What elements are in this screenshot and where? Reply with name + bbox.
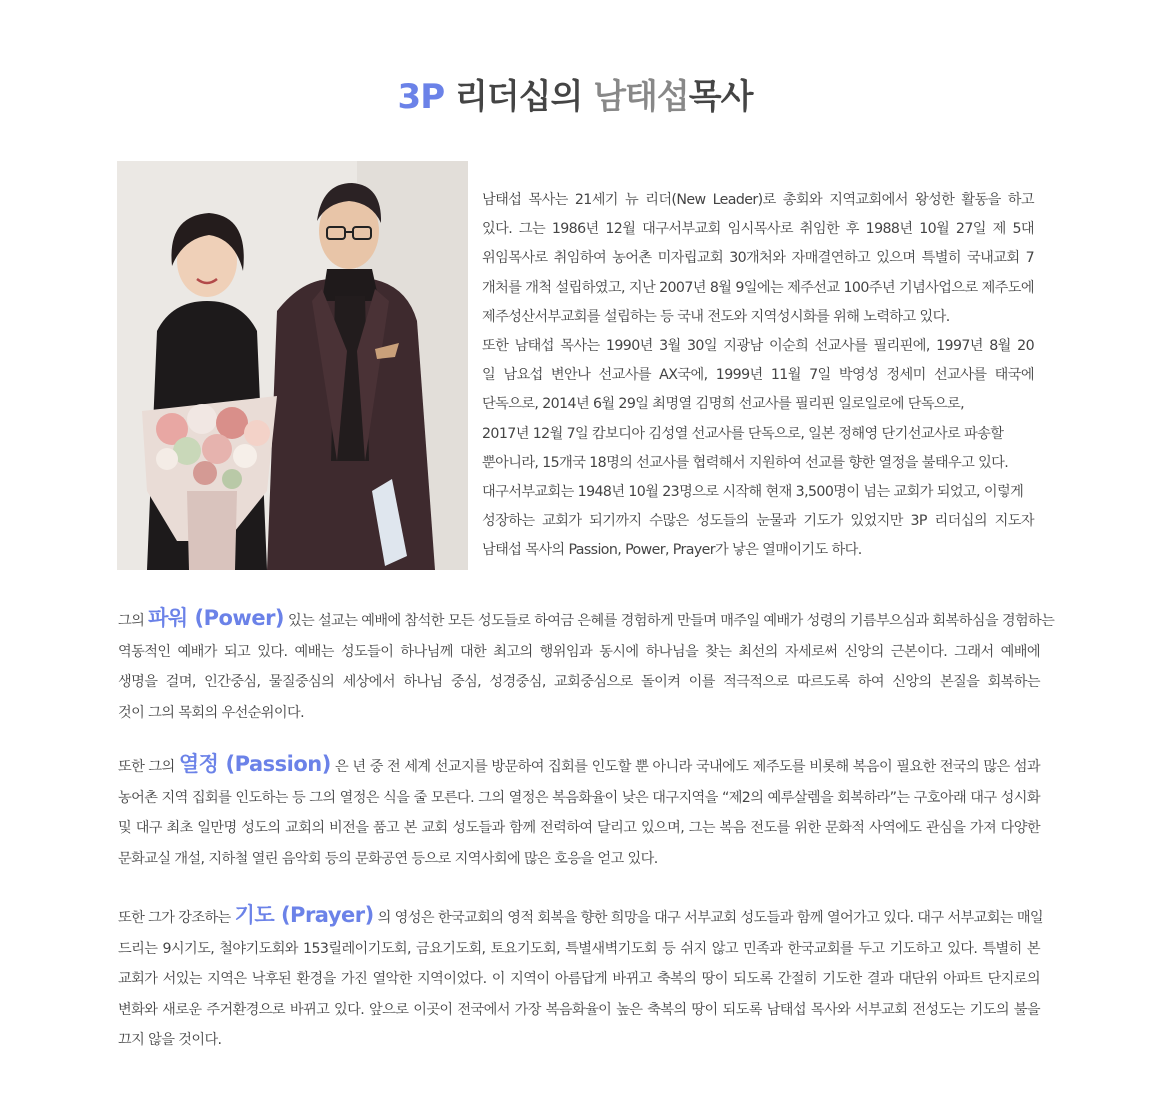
intro-line: 성장하는 교회가 되기까지 수많은 성도들의 눈물과 기도가 있었지만 3P 리더십의 지도자 — [482, 513, 1034, 530]
intro-line: 2017년 12월 7일 캄보디아 김성열 선교사를 단독으로, 일본 정해영 단기선교사로 파송할 — [482, 425, 1004, 442]
title-name: 남태섭 — [593, 77, 689, 117]
prayer-first-line — [118, 900, 1044, 934]
intro-line: 남태섭 목사는 21세기 뉴 리더(New Leader)로 총회와 지역교회에서 왕성한 활동을 하고 — [482, 192, 1034, 208]
power-line: 것이 그의 목회의 우선순위이다. — [118, 704, 305, 721]
prayer-first-rest: 의 영성은 한국교회의 영적 회복을 향한 희망을 대구 서부교회 성도들과 함께 열어가고 있다. 대구 서부교회는 매일 — [373, 910, 1044, 926]
prayer-line: 드리는 9시기도, 철야기도회와 153릴레이기도회, 금요기도회, 토요기도회, 특별새벽기도회 등 쉬지 않고 민족과 한국교회를 두고 기도하고 있다. 특별히 본 — [118, 940, 1040, 957]
power-line: 생명을 걸며, 인간중심, 물질중심의 세상에서 하나님 중심, 성경중심, 교회중심으로 돌이켜 이를 적극적으로 따르도록 하여 신앙의 본질을 회복하는 — [118, 674, 1040, 690]
power-first-line — [118, 603, 1055, 637]
passion-first-rest: 은 년 중 전 세계 선교지를 방문하여 집회를 인도할 뿐 아니라 국내에도 제주도를 비롯해 복음이 필요한 전국의 많은 섬과 — [330, 759, 1040, 775]
intro-line: 또한 남태섭 목사는 1990년 3월 30일 지광남 이순희 선교사를 필리핀에, 1997년 8월 20 — [482, 338, 1034, 355]
intro-line: 위임목사로 취임하여 농어촌 미자립교회 30개처와 자매결연하고 있으며 특별히 국내교회 7 — [482, 250, 1034, 267]
prayer-line: 변화와 새로운 주거환경으로 바뀌고 있다. 앞으로 이곳이 전국에서 가장 복음화율이 높은 축복의 땅이 되도록 남태섭 목사와 서부교회 전성도는 기도의 불을 — [118, 1001, 1040, 1018]
title-end: 목사 — [688, 77, 753, 117]
intro-line: 있다. 그는 1986년 12월 대구서부교회 임시목사로 취임한 후 1988년 10월 27일 제 5대 — [482, 221, 1034, 238]
passion-first-line — [118, 749, 1040, 783]
power-keyword: 파워 (Power) — [148, 606, 285, 630]
passion-line: 문화교실 개설, 지하철 열린 음악회 등의 문화공연 등으로 지역사회에 많은 호응을 얻고 있다. — [118, 850, 658, 867]
passion-paragraph — [118, 749, 1040, 874]
title-mid: 리더십의 — [444, 77, 594, 117]
passion-line: 및 대구 최초 일만명 성도의 교회의 비전을 품고 본 교회 성도들과 함께 전력하여 달리고 있으며, 그는 복음 전도를 위한 문화적 사역에도 관심을 가져 다양한 — [118, 820, 1040, 836]
power-first-rest: 있는 설교는 예배에 참석한 모든 성도들로 하여금 은혜를 경험하게 만들며 매주일 예배가 성령의 기름부으심과 회복하심을 경험하는 — [284, 613, 1055, 629]
intro-line: 남태섭 목사의 Passion, Power, Prayer가 낳은 열매이기도 하다. — [482, 542, 862, 559]
page-title — [0, 72, 1150, 122]
intro-line: 대구서부교회는 1948년 10월 23명으로 시작해 현재 3,500명이 넘는 교회가 되었고, 이렇게 — [482, 484, 1024, 501]
passion-line: 농어촌 지역 집회를 인도하는 등 그의 열정은 식을 줄 모른다. 그의 열정은 복음화율이 낮은 대구지역을 “제2의 예루살렘을 회복하라”는 구호아래 대구 성시화 — [118, 789, 1040, 806]
passion-prefix: 또한 그의 — [118, 759, 179, 775]
prayer-line: 교회가 서있는 지역은 낙후된 환경을 가진 열악한 지역이었다. 이 지역이 아름답게 바뀌고 축복의 땅이 되도록 간절히 기도한 결과 대단위 아파트 단지로의 — [118, 971, 1040, 987]
intro-text — [482, 186, 1034, 566]
prayer-line: 끄지 않을 것이다. — [118, 1032, 222, 1048]
power-line: 역동적인 예배가 되고 있다. 예배는 성도들이 하나님께 대한 최고의 행위임과 동시에 하나님을 찾는 최선의 자세로써 신앙의 근본이다. 그래서 예배에 — [118, 643, 1040, 660]
intro-line: 단독으로, 2014년 6월 29일 최명열 김명희 선교사를 필리핀 일로일로에 단독으로, — [482, 396, 965, 413]
intro-line: 제주성산서부교회를 설립하는 등 국내 전도와 지역성시화를 위해 노력하고 있다. — [482, 308, 950, 325]
intro-line: 일 남요섭 변안나 선교사를 AX국에, 1999년 11월 7일 박영성 정세미 선교사를 태국에 — [482, 367, 1034, 384]
prayer-paragraph — [118, 900, 1044, 1056]
intro-line: 개처를 개척 설립하였고, 지난 2007년 8월 9일에는 제주선교 100주년 기념사업으로 제주도에 — [482, 279, 1034, 296]
power-paragraph — [118, 603, 1055, 728]
title-accent: 3P — [397, 77, 445, 117]
power-prefix: 그의 — [118, 613, 149, 629]
prayer-keyword: 기도 (Prayer) — [234, 903, 374, 927]
prayer-prefix: 또한 그가 강조하는 — [118, 910, 235, 926]
passion-keyword: 열정 (Passion) — [178, 752, 331, 776]
pastor-photo — [117, 161, 468, 570]
intro-line: 뿐아니라, 15개국 18명의 선교사를 협력해서 지원하여 선교를 향한 열정을 불태우고 있다. — [482, 454, 1009, 471]
